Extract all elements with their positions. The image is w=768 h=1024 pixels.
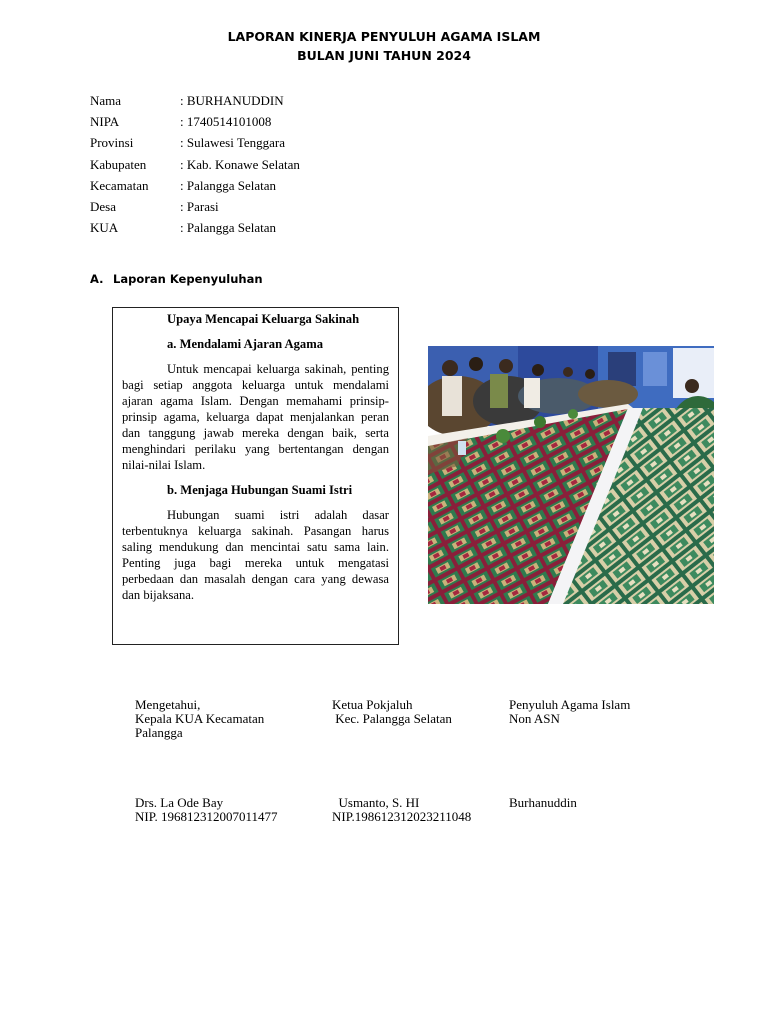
activity-photo [428,346,714,604]
signature-line: Ketua Pokjaluh [332,697,413,712]
signatory-pokjaluh [332,796,471,824]
signatory-nip: NIP.198612312023211048 [332,809,472,824]
section-title: Laporan Kepenyuluhan [113,272,263,286]
signature-line: Penyuluh Agama Islam [509,697,631,712]
report-title: LAPORAN KINERJA PENYULUH AGAMA ISLAM [227,29,541,44]
info-value: : Kab. Konawe Selatan [180,156,300,172]
info-value: : Parasi [180,198,219,214]
signatory-name: Usmanto, S. HI [332,795,420,810]
signature-line: Kec. Palangga Selatan [332,711,452,726]
point-a-title: a. Mendalami Ajaran Agama [167,337,324,351]
signatory-kua [135,796,278,824]
point-b-title: b. Menjaga Hubungan Suami Istri [167,483,353,497]
report-text-box [112,307,399,645]
report-heading: Upaya Mencapai Keluarga Sakinah [167,312,360,326]
info-value: : BURHANUDDIN [180,93,284,108]
signature-line: Kepala KUA Kecamatan [135,711,265,726]
signatory-name: Burhanuddin [509,795,577,810]
info-value: : 1740514101008 [180,114,272,130]
info-label: Nama [90,93,122,108]
info-label: Kabupaten [90,156,147,172]
signatory-penyuluh [509,796,577,810]
info-label: Desa [90,198,116,214]
signature-block-pokjaluh [332,698,452,726]
signature-line: Palangga [135,725,183,740]
signature-line: Mengetahui, [135,697,201,712]
report-period: BULAN JUNI TAHUN 2024 [297,48,471,63]
info-label: Provinsi [90,135,134,151]
info-value: : Palangga Selatan [180,177,277,193]
info-value: : Palangga Selatan [180,220,277,236]
signature-block-penyuluh [509,698,630,726]
section-heading [90,272,263,286]
signature-line: Non ASN [509,711,560,726]
info-label: KUA [90,220,119,236]
info-value: : Sulawesi Tenggara [180,135,285,151]
section-number: A. [90,272,104,286]
info-label: NIPA [90,114,120,130]
info-label: Kecamatan [90,177,149,193]
signatory-name: Drs. La Ode Bay [135,795,224,810]
signatory-nip: NIP. 196812312007011477 [135,809,278,824]
signature-block-kua [135,698,264,740]
point-a-text: Untuk mencapai keluarga sakinah, penting bagi setiap anggota keluarga untuk mendalami ajaran agama Islam. Dengan memahami prinsip-prinsip agama, keluarga dapat menjalankan peran dan tanggung jawab mereka dengan baik, serta menghindari perilaku yang bertentangan dengan nilai-nilai Islam. [122,362,389,472]
point-b-text: Hubungan suami istri adalah dasar terbentuknya keluarga sakinah. Pasangan harus saling mendukung dan mencintai satu sama lain. Penting juga bagi mereka untuk mengatasi perbedaan dan masalah dengan cara yang dewasa dan bijaksana. [122,508,389,602]
